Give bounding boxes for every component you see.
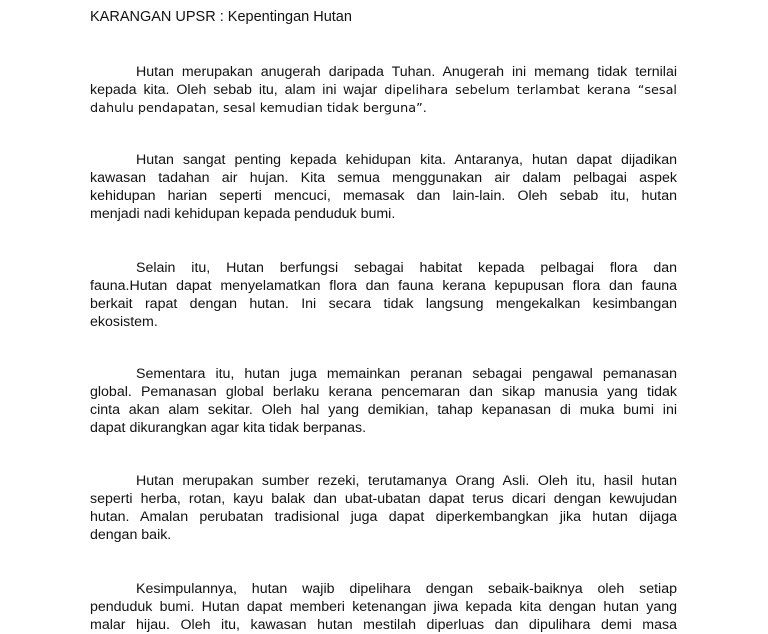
paragraph-line-part: kepada kita. Oleh sebab itu, alam ini wajar <box>90 82 378 98</box>
document-title: KARANGAN UPSR : Kepentingan Hutan <box>90 9 352 25</box>
paragraph-1 <box>90 63 677 118</box>
paragraph-2 <box>90 151 677 223</box>
paragraph-5 <box>90 472 677 544</box>
paragraph-line: malar hijau. Oleh itu, kawasan hutan mestilah diperluas dan dipulihara demi masa <box>90 617 677 633</box>
paragraph-line: Hutan sangat penting kepada kehidupan kita. Antaranya, hutan dapat dijadikan <box>136 152 677 168</box>
paragraph-line: Hutan merupakan anugerah daripada Tuhan. Anugerah ini memang tidak ternilai <box>136 64 677 80</box>
paragraph-line: Hutan merupakan sumber rezeki, terutamanya Orang Asli. Oleh itu, hasil hutan <box>136 473 677 489</box>
paragraph-line: dahulu pendapatan, sesal kemudian tidak berguna”. <box>90 101 427 116</box>
paragraph-line: Sementara itu, hutan juga memainkan peranan sebagai pengawal pemanasan <box>136 366 677 382</box>
paragraph-line: Kesimpulannya, hutan wajib dipelihara dengan sebaik-baiknya oleh setiap <box>136 581 677 597</box>
paragraph-3 <box>90 259 677 331</box>
paragraph-line: penduduk bumi. Hutan dapat memberi ketenangan jiwa kepada kita dengan hutan yang <box>90 599 677 615</box>
paragraph-line: Selain itu, Hutan berfungsi sebagai habitat kepada pelbagai flora dan <box>136 260 677 276</box>
paragraph-line: menjadi nadi kehidupan kepada penduduk bumi. <box>90 206 396 222</box>
paragraph-line: fauna.Hutan dapat menyelamatkan flora dan fauna kerana kepupusan flora dan fauna <box>90 278 677 294</box>
paragraph-line: berkait rapat dengan hutan. Ini secara tidak langsung mengekalkan kesimbangan <box>90 296 677 312</box>
paragraph-line: dengan baik. <box>90 527 172 543</box>
paragraph-line: ekosistem. <box>90 314 158 330</box>
paragraph-line-part: dipelihara sebelum terlambat kerana “sesal <box>384 83 677 98</box>
paragraph-line: cinta akan alam sekitar. Oleh hal yang demikian, tahap kepanasan di muka bumi ini <box>90 402 677 418</box>
paragraph-line: global. Pemanasan global berlaku kerana pencemaran dan sikap manusia yang tidak <box>90 384 677 400</box>
paragraph-line: kawasan tadahan air hujan. Kita semua menggunakan air dalam pelbagai aspek <box>90 170 677 186</box>
paragraph-line: seperti herba, rotan, kayu balak dan ubat-ubatan dapat terus dicari dengan kewujudan <box>90 491 677 507</box>
paragraph-4 <box>90 365 677 437</box>
paragraph-line <box>90 81 677 100</box>
paragraph-line: hutan. Amalan perubatan tradisional juga dapat diperkembangkan jika hutan dijaga <box>90 509 677 525</box>
paragraph-6 <box>90 580 677 634</box>
paragraph-line: dapat dikurangkan agar kita tidak berpanas. <box>90 420 367 436</box>
paragraph-line: kehidupan harian seperti mencuci, memasak dan lain-lain. Oleh sebab itu, hutan <box>90 188 677 204</box>
